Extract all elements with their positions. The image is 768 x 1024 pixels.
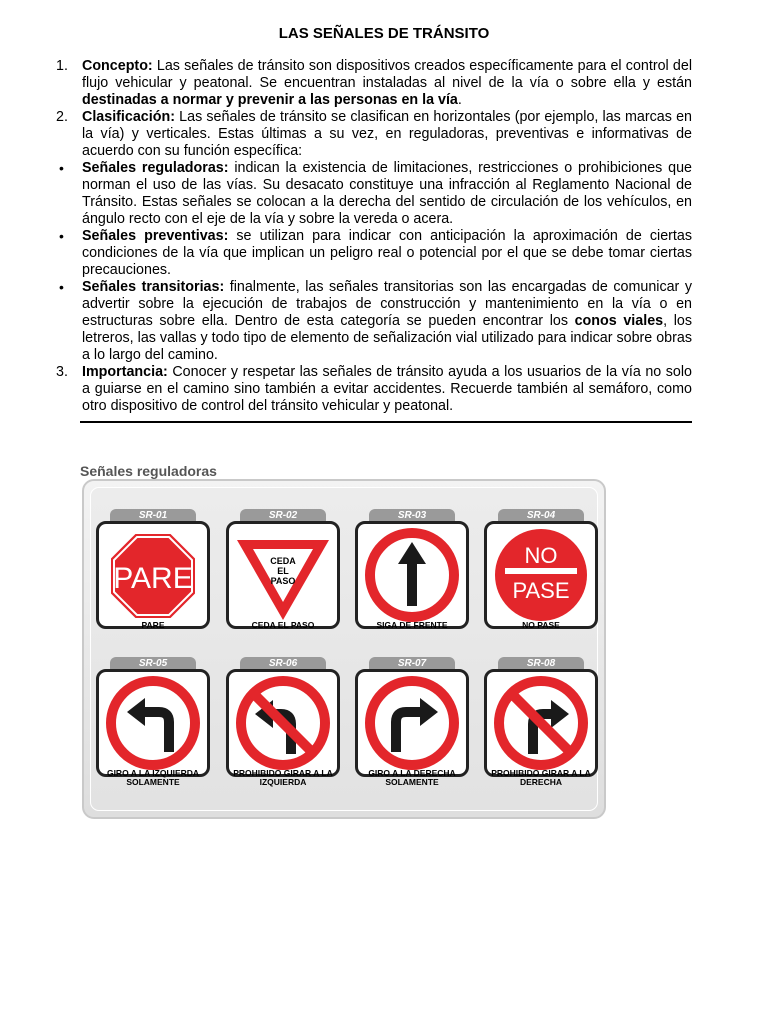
term-label: Concepto:	[82, 58, 153, 74]
sign-card	[96, 521, 210, 629]
document-body	[56, 58, 692, 423]
sign-code: SR-08	[498, 657, 584, 671]
no-right-turn-icon	[487, 672, 595, 774]
item-text: Las señales de tránsito se clasifican en horizontales (por ejemplo, las marcas en la vía) y verticales. Estas últimas a su vez, en reguladoras, preventivas e informativas de acuerdo con su función específica:	[82, 109, 692, 159]
list-item-concepto	[56, 58, 692, 109]
sign-card	[226, 669, 340, 777]
term-label: Señales transitorias:	[82, 279, 225, 295]
yield-sign-text: CEDA	[270, 556, 296, 566]
sign-code: SR-07	[369, 657, 455, 671]
sign-caption: SIGA DE FRENTE	[376, 620, 448, 630]
no-left-turn-icon	[229, 672, 337, 774]
sign-code: SR-04	[498, 509, 584, 523]
sign-card	[355, 669, 469, 777]
sign-card	[355, 521, 469, 629]
term-label: Señales preventivas:	[82, 228, 229, 244]
yield-sign-icon	[229, 524, 337, 626]
list-marker: 1.	[56, 58, 68, 74]
turn-left-icon	[99, 672, 207, 774]
sign-code: SR-03	[369, 509, 455, 523]
bullet-marker: •	[59, 228, 64, 244]
stop-sign-text: PARE	[113, 562, 193, 595]
emphasis-text: conos viales	[574, 313, 664, 329]
sign-sr-08	[484, 657, 598, 793]
sign-sr-05	[96, 657, 210, 793]
item-text: Conocer y respetar las señales de tránsito ayuda a los usuarios de la vía no solo a guiarse en el camino sino también a evitar accidentes. Recuerde también al semáforo, como otro dispositivo de control del tránsito vehicular y peatonal.	[82, 364, 692, 414]
sign-sr-03	[355, 509, 469, 645]
list-item-reguladoras	[56, 160, 692, 228]
no-entry-text-top: NO	[524, 543, 558, 568]
sign-sr-01	[96, 509, 210, 645]
item-text: indican la existencia de limitaciones, restricciones o prohibiciones que norman el uso de las vías. Su desacato constituye una infracción al Reglamento Nacional de Tránsito. Estas señales se colocan a la derecha del sentido de circulación de los vehículos, en ángulo recto con el eje de la vía y sobre la vereda o acera.	[82, 160, 692, 227]
no-entry-text-bottom: PASE	[512, 578, 570, 603]
no-entry-sign-icon	[487, 524, 595, 626]
list-item-clasificacion	[56, 109, 692, 160]
sign-caption: GIRO A LA DERECHA SOLAMENTE	[368, 768, 456, 787]
yield-sign-text: PASO	[270, 576, 296, 586]
list-item-importancia	[56, 364, 692, 415]
sign-code: SR-02	[240, 509, 326, 523]
sign-sr-02	[226, 509, 340, 645]
bullet-marker: •	[59, 160, 64, 176]
list-marker: 2.	[56, 109, 68, 125]
item-text: Las señales de tránsito son dispositivos creados específicamente para el control del flujo vehicular y peatonal. Se encuentran instaladas al nivel de la vía o sobre ella y están	[82, 58, 692, 91]
sign-card	[226, 521, 340, 629]
sign-caption: NO PASE	[522, 620, 560, 630]
sign-sr-07	[355, 657, 469, 793]
sign-code: SR-05	[110, 657, 196, 671]
sign-card	[484, 521, 598, 629]
sign-card	[96, 669, 210, 777]
term-label: Señales reguladoras:	[82, 160, 229, 176]
sign-caption: GIRO A LA IZQUIERDA SOLAMENTE	[106, 768, 200, 787]
sign-caption: PARE	[141, 620, 165, 630]
item-text: .	[457, 92, 462, 108]
item-text: finalmente, las señales transitorias son las encargadas de comunicar y advertir sobre la ejecución de trabajos de construcción y mantenimiento en la vía o en estructuras sobre ella. Dentro de esta categoría se pueden encontrar los	[82, 279, 692, 329]
term-label: Importancia:	[82, 364, 168, 380]
sign-sr-06	[226, 657, 340, 793]
sign-caption: CEDA EL PASO	[251, 620, 315, 630]
sign-code: SR-06	[240, 657, 326, 671]
item-text: se utilizan para indicar con anticipación la aproximación de ciertas condiciones de la vía que implican un peligro real o potencial por el que se debe tomar ciertas precauciones.	[82, 228, 693, 278]
list-item-preventivas	[56, 228, 692, 279]
page-title: LAS SEÑALES DE TRÁNSITO	[278, 25, 490, 42]
signs-panel	[82, 479, 606, 819]
term-label: Clasificación:	[82, 109, 175, 125]
section-title: Señales reguladoras	[80, 463, 217, 479]
separator-line	[80, 421, 692, 423]
sign-caption: PROHIBIDO GIRAR A LA DERECHA	[491, 768, 591, 787]
stop-sign-icon	[99, 524, 207, 626]
sign-code: SR-01	[110, 509, 196, 523]
list-marker: 3.	[56, 364, 68, 380]
emphasis-text: destinadas a normar y prevenir a las personas en la vía	[82, 92, 458, 108]
sign-card	[484, 669, 598, 777]
sign-caption: PROHIBIDO GIRAR A LA IZQUIERDA	[233, 768, 333, 787]
yield-sign-text: EL	[277, 566, 289, 576]
item-text: , los letreros, las vallas y todo tipo de elemento de señalización vial utilizado para indicar sobre obras a lo largo del camino.	[82, 313, 692, 363]
list-item-transitorias	[56, 279, 692, 364]
turn-right-icon	[358, 672, 466, 774]
bullet-marker: •	[59, 279, 64, 295]
straight-ahead-icon	[358, 524, 466, 626]
sign-sr-04	[484, 509, 598, 645]
